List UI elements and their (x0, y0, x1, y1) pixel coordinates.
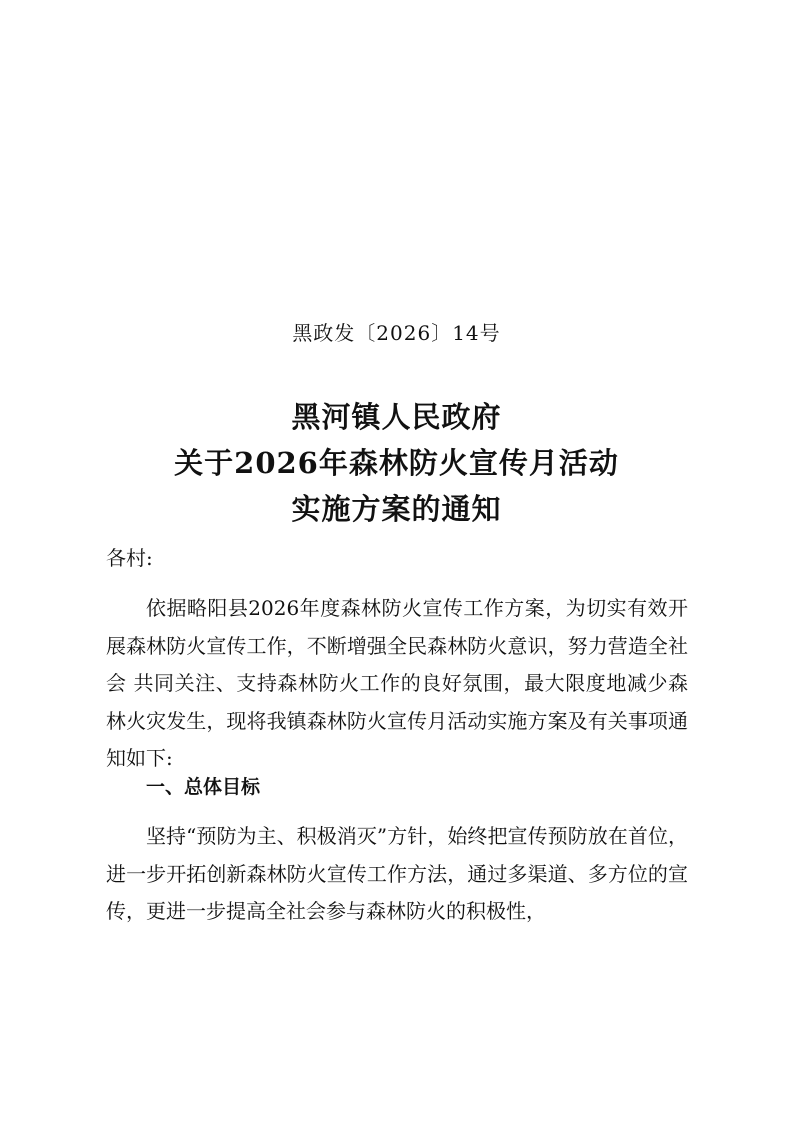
document-number: 黑政发〔2026〕14号 (292, 321, 501, 345)
section-heading: 一、总体目标 (146, 776, 261, 798)
title-line-3: 实施方案的通知 (291, 492, 502, 526)
body-paragraph-intro: 依据略阳县2026年度森林防火宣传工作方案，为切实有效开展森林防火宣传工作，不断增强全民森林防火意识，努力营造全社会 共同关注、支持森林防火工作的良好氛围，最大限度地减少森林火灾发生，现将我镇森林防火宣传月活动实施方案及有关事项通知如下: (106, 596, 688, 771)
salutation: 各村: (106, 546, 153, 570)
body-paragraph-goal: 坚持“预防为主、积极消灭”方针，始终把宣传预防放在首位，进一步开拓创新森林防火宣传工作方法，通过多渠道、多方位的宣传，更进一步提高全社会参与森林防火的积极性， (106, 824, 688, 924)
title-line-1: 黑河镇人民政府 (291, 400, 502, 434)
title-line-2: 关于2026年森林防火宣传月活动 (174, 446, 619, 480)
document-title (0, 394, 793, 532)
